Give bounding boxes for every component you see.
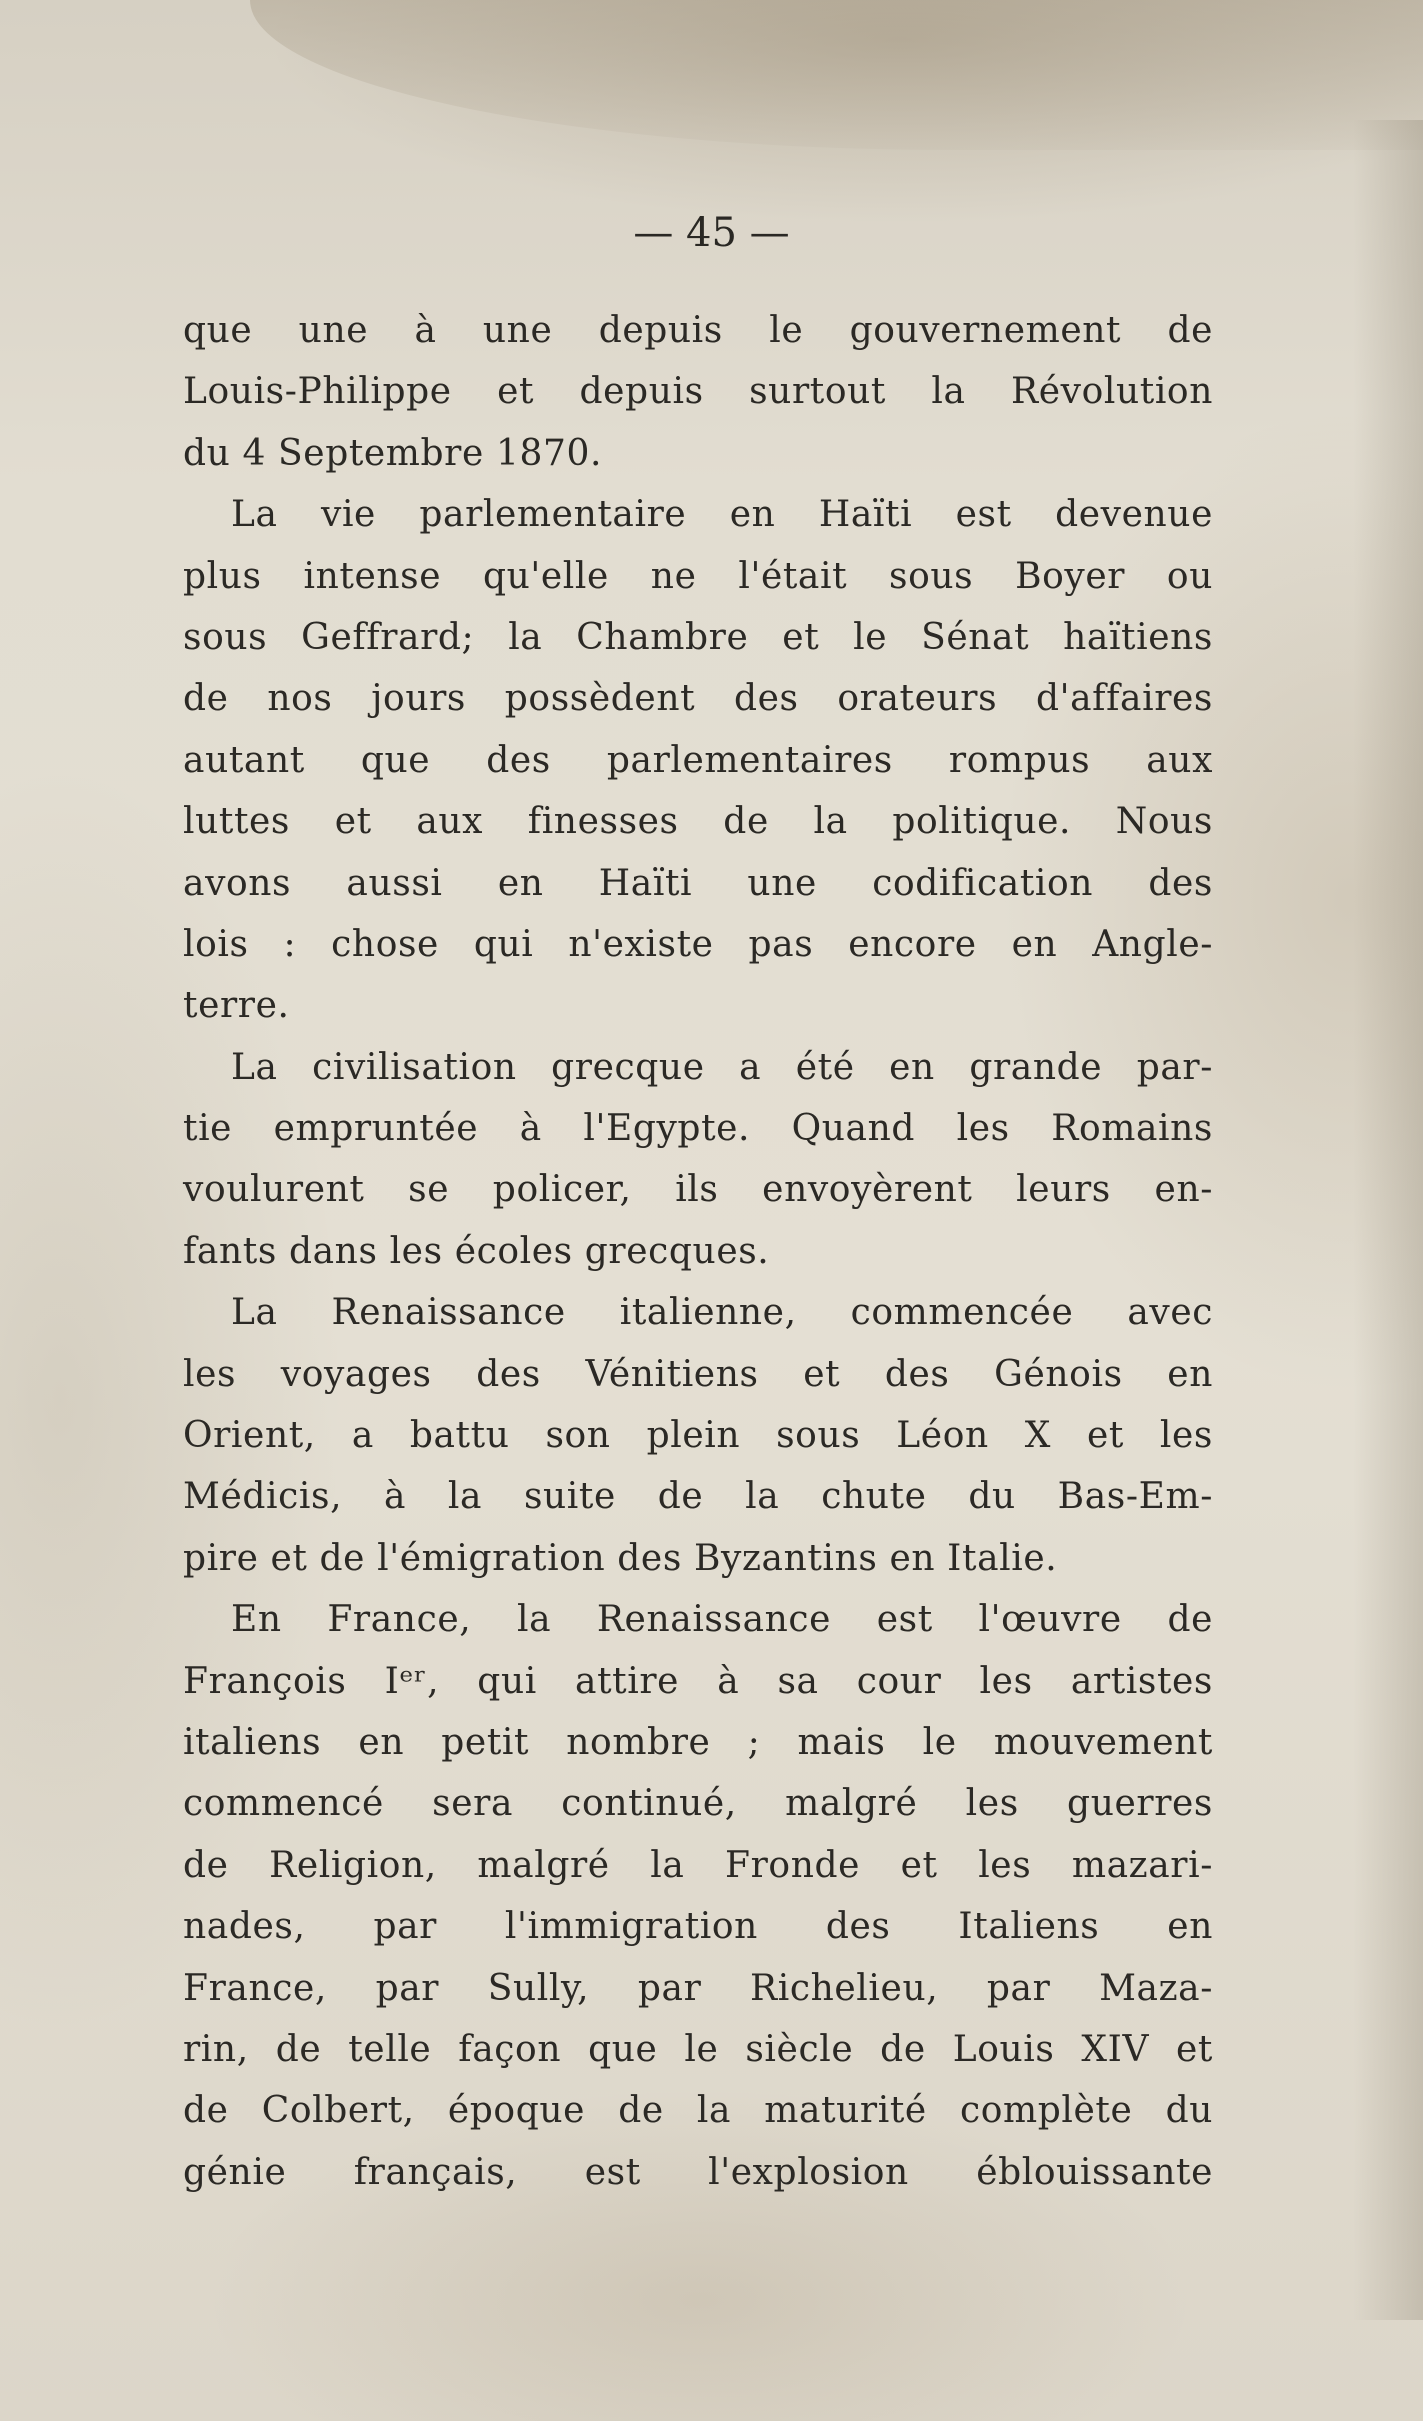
text-line: fants dans les écoles grecques. [183,1230,770,1272]
paper-edge-shadow [1353,120,1423,2320]
text-line: de Colbert, époque de la maturité complète du [183,2090,1213,2132]
text-line: Louis-Philippe et depuis surtout la Révolution [183,371,1213,413]
text-line: Orient, a battu son plein sous Léon X et les [183,1415,1213,1457]
text-line: du 4 Septembre 1870. [183,432,603,474]
text-line: sous Geffrard; la Chambre et le Sénat haïtiens [183,616,1213,658]
text-line: voulurent se policer, ils envoyèrent leurs en- [183,1169,1213,1211]
text-line: nades, par l'immigration des Italiens en [183,1906,1213,1948]
text-line: La vie parlementaire en Haïti est devenue [231,494,1213,536]
text-line: commencé sera continué, malgré les guerres [183,1783,1213,1825]
text-line: rin, de telle façon que le siècle de Louis XIV et [183,2028,1213,2070]
text-line: Médicis, à la suite de la chute du Bas-Em- [183,1476,1213,1518]
text-line: de nos jours possèdent des orateurs d'affaires [183,678,1213,720]
text-line: luttes et aux finesses de la politique. Nous [183,801,1213,843]
text-line: En France, la Renaissance est l'œuvre de [231,1599,1213,1641]
text-line: de Religion, malgré la Fronde et les mazari- [183,1844,1213,1886]
text-line: François Iᵉʳ, qui attire à sa cour les artistes [183,1660,1213,1702]
text-line: avons aussi en Haïti une codification des [183,862,1213,904]
text-line: génie français, est l'explosion éblouissante [183,2151,1213,2193]
text-line: que une à une depuis le gouvernement de [183,310,1213,351]
text-line: plus intense qu'elle ne l'était sous Boyer ou [183,555,1213,597]
text-line: La Renaissance italienne, commencée avec [231,1292,1213,1334]
text-line: lois : chose qui n'existe pas encore en Angle- [183,923,1213,965]
text-line: tie empruntée à l'Egypte. Quand les Romains [183,1108,1213,1150]
paper-stain [250,0,1423,150]
text-line: terre. [183,985,290,1027]
page-number: — 45 — [633,210,790,256]
text-line: italiens en petit nombre ; mais le mouvement [183,1721,1213,1763]
text-line: autant que des parlementaires rompus aux [183,739,1213,781]
text-line: les voyages des Vénitiens et des Génois en [183,1353,1213,1395]
text-line: pire et de l'émigration des Byzantins en Italie. [183,1537,1058,1579]
text-line: France, par Sully, par Richelieu, par Maza- [183,1967,1213,2009]
text-line: La civilisation grecque a été en grande par- [231,1046,1213,1088]
body-text [183,300,1213,2203]
